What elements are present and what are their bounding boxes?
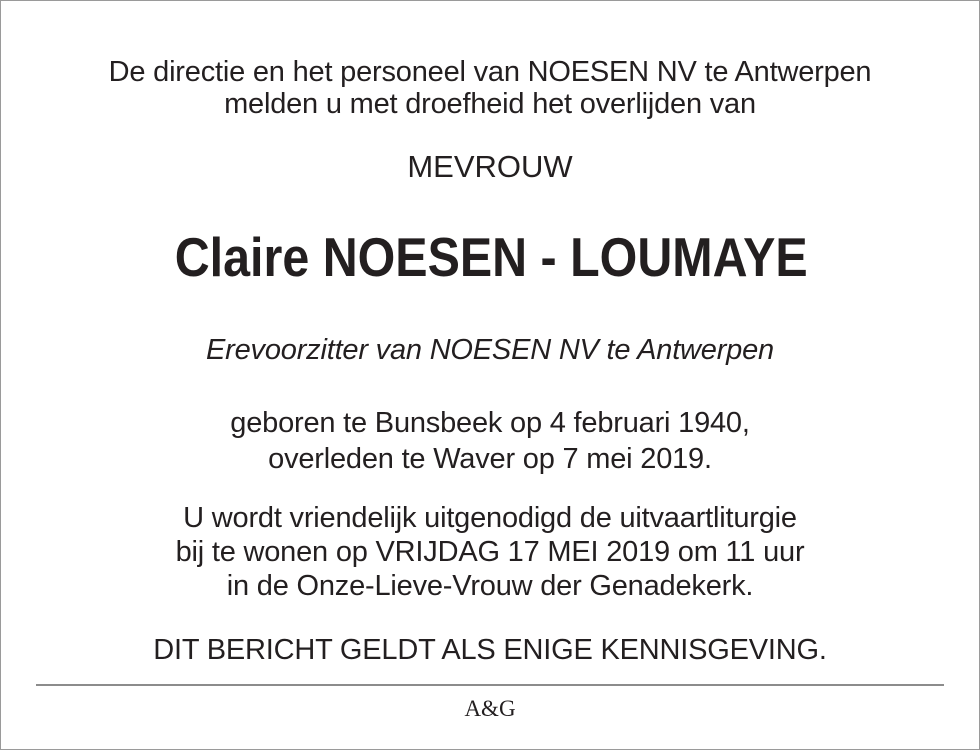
invitation-line-2: bij te wonen op VRIJDAG 17 MEI 2019 om 11 uur (175, 536, 805, 568)
intro-line-1: De directie en het personeel van NOESEN NV te Antwerpen (108, 56, 872, 88)
closing-statement: DIT BERICHT GELDT ALS ENIGE KENNISGEVING. (153, 634, 827, 666)
title-role: Erevoorzitter van NOESEN NV te Antwerpen (206, 334, 774, 366)
deceased-name: Claire NOESEN - LOUMAYE (174, 226, 808, 288)
death-line: overleden te Waver op 7 mei 2019. (268, 443, 712, 475)
invitation-line-3: in de Onze-Lieve-Vrouw der Genadekerk. (226, 570, 754, 602)
salutation: MEVROUW (407, 149, 573, 184)
footer-divider (36, 684, 944, 686)
invitation-line-1: U wordt vriendelijk uitgenodigd de uitvaartliturgie (183, 502, 797, 534)
publisher-logo: A&G (464, 696, 516, 721)
birth-line: geboren te Bunsbeek op 4 februari 1940, (230, 407, 750, 439)
intro-line-2: melden u met droefheid het overlijden van (224, 88, 756, 120)
